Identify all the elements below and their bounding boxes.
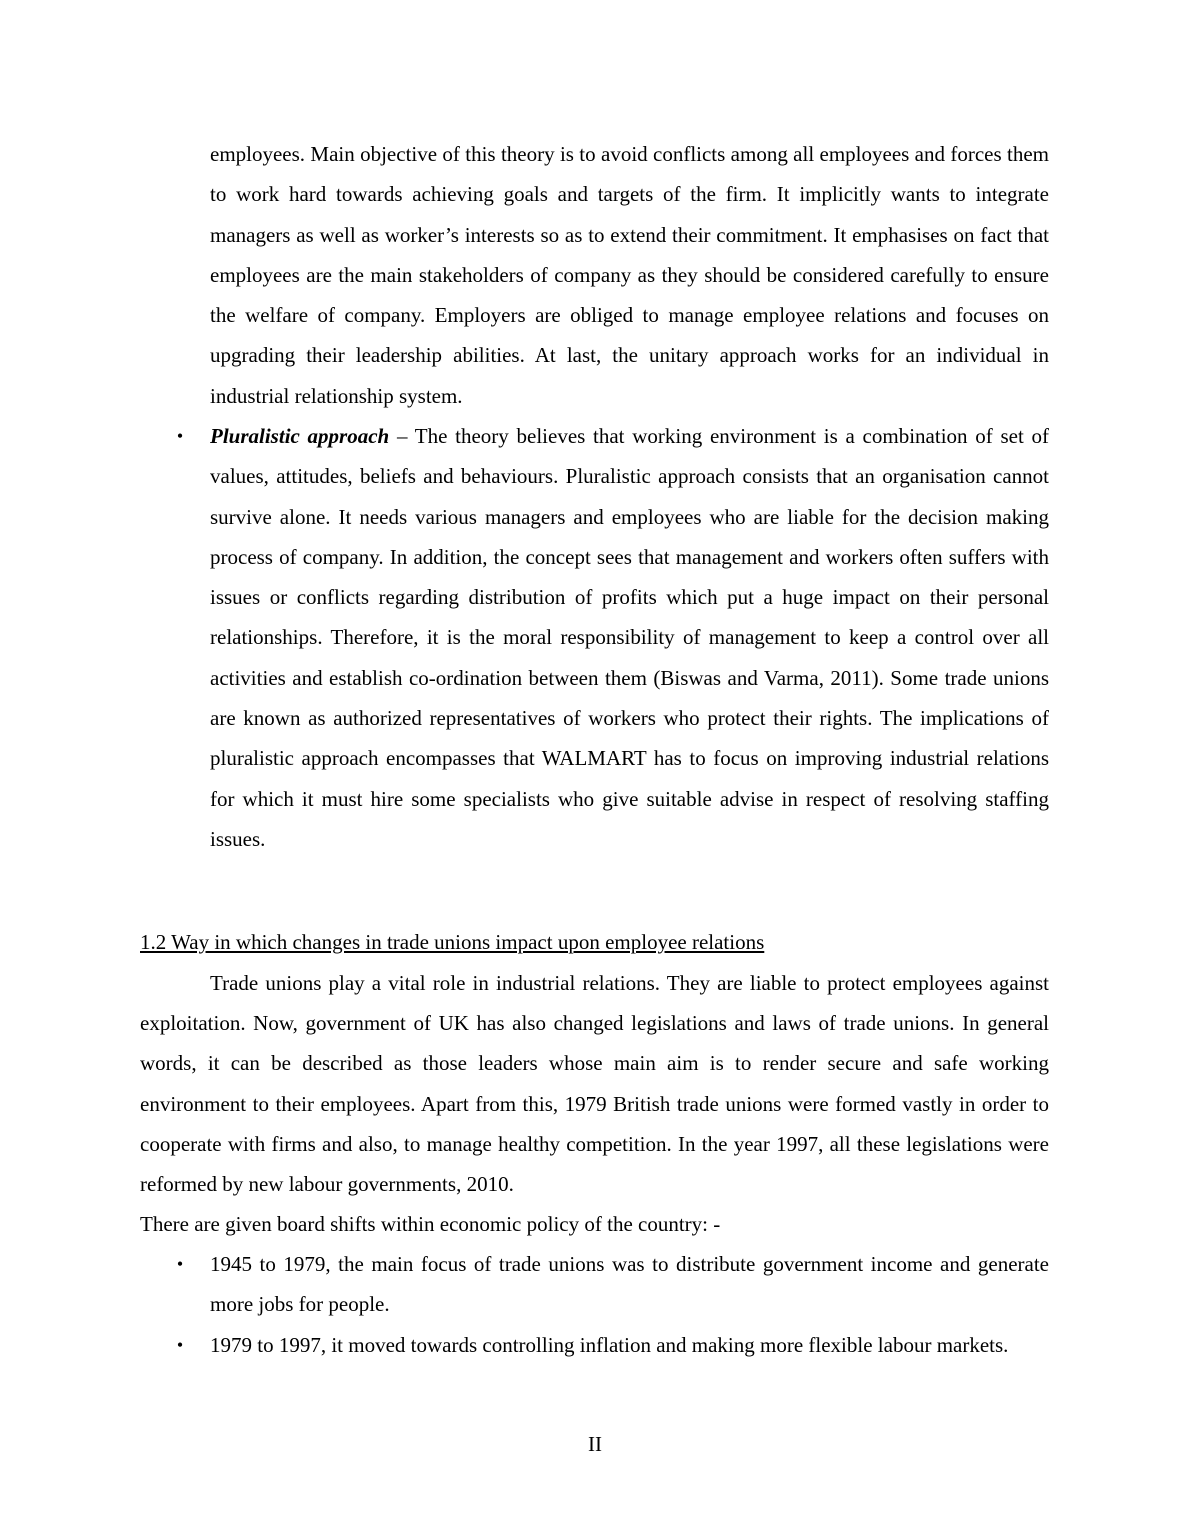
section-intro-line: There are given board shifts within economic policy of the country: -: [140, 1212, 721, 1236]
pluralistic-approach-item: [210, 416, 1049, 859]
pluralistic-approach-term: Pluralistic approach: [210, 424, 390, 448]
bullet-pluralistic: •: [176, 426, 184, 446]
section-heading: 1.2 Way in which changes in trade unions impact upon employee relations: [140, 930, 765, 954]
list-item-1979-1997: 1979 to 1997, it moved towards controlling inflation and making more flexible labour markets.: [210, 1333, 1009, 1357]
bullet-1979-1997: •: [176, 1335, 184, 1355]
bullet-1945-1979: •: [176, 1254, 184, 1274]
page-number: II: [588, 1432, 602, 1456]
pluralistic-approach-text: – The theory believes that working environment is a combination of set of values, attitudes, beliefs and behaviours. Pluralistic approach consists that an organisation cannot survive alone. It needs various managers and employees who are liable for the decision making process of company. In addition, the concept sees that management and workers often suffers with issues or conflicts regarding distribution of profits which put a huge impact on their personal relationships. Therefore, it is the moral responsibility of management to keep a control over all activities and establish co-ordination between them (Biswas and Varma, 2011). Some trade unions are known as authorized representatives of workers who protect their rights. The implications of pluralistic approach encompasses that WALMART has to focus on improving industrial relations for which it must hire some specialists who give suitable advise in respect of resolving staffing issues.: [210, 424, 1049, 851]
section-paragraph: Trade unions play a vital role in industrial relations. They are liable to protect employees against exploitation. Now, government of UK has also changed legislations and laws of trade unions. In general words, it can be described as those leaders whose main aim is to render secure and safe working environment to their employees. Apart from this, 1979 British trade unions were formed vastly in order to cooperate with firms and also, to manage healthy competition. In the year 1997, all these legislations were reformed by new labour governments, 2010.: [140, 971, 1049, 1197]
list-item-1945-1979: 1945 to 1979, the main focus of trade unions was to distribute government income and generate more jobs for people.: [210, 1252, 1049, 1317]
unitary-approach-continuation: employees. Main objective of this theory is to avoid conflicts among all employees and forces them to work hard towards achieving goals and targets of the firm. It implicitly wants to integrate managers as well as worker’s interests so as to extend their commitment. It emphasises on fact that employees are the main stakeholders of company as they should be considered carefully to ensure the welfare of company. Employers are obliged to manage employee relations and focuses on upgrading their leadership abilities. At last, the unitary approach works for an individual in industrial relationship system.: [210, 142, 1049, 408]
